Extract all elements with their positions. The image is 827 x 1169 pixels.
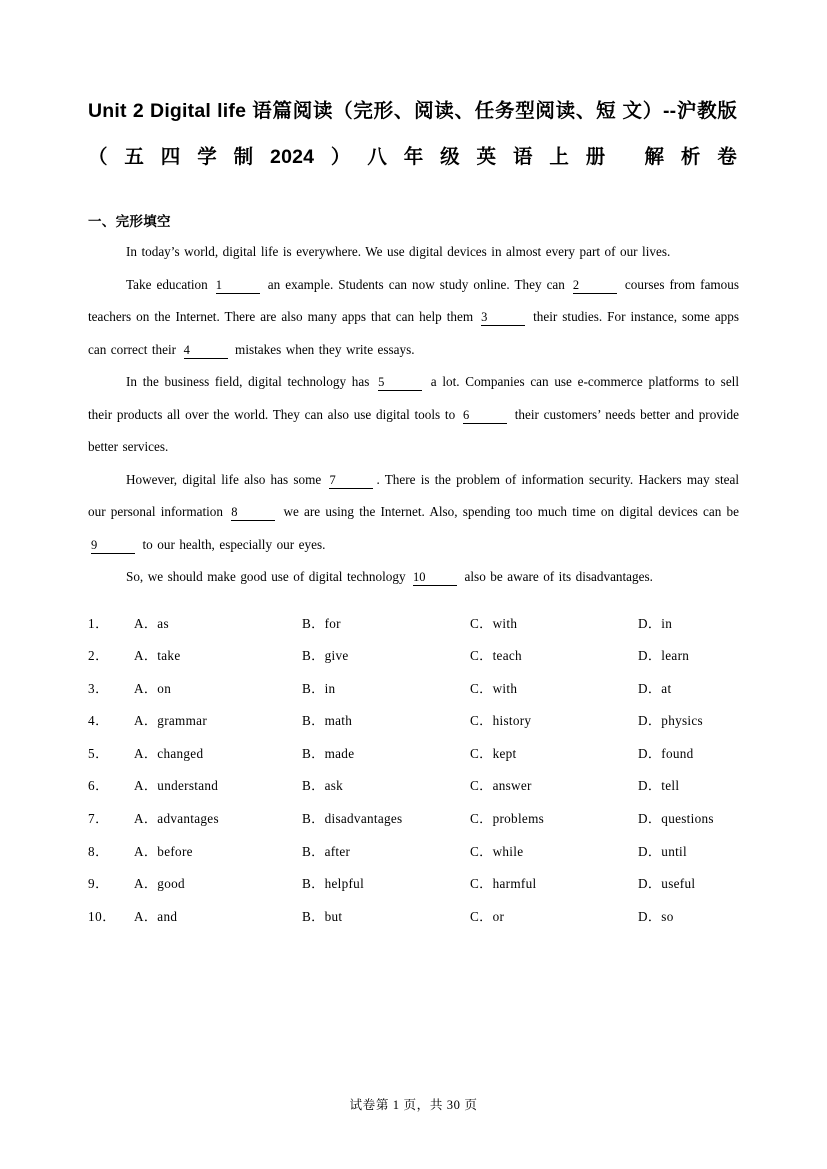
passage-text: mistakes when they write essays.	[230, 341, 415, 357]
question-option[interactable]: B．but	[302, 908, 343, 924]
question-row	[88, 640, 739, 673]
question-option[interactable]: C．with	[470, 680, 518, 696]
question-row	[88, 673, 739, 706]
question-option[interactable]: A．changed	[134, 745, 204, 761]
question-number: 6．	[88, 778, 109, 794]
question-option[interactable]: D．physics	[638, 713, 703, 729]
question-option[interactable]: C．harmful	[470, 876, 537, 892]
question-row	[88, 770, 739, 803]
question-option[interactable]: C．teach	[470, 648, 522, 664]
answer-blank-3[interactable]: 3	[481, 310, 525, 326]
passage-text: also be aware of its disadvantages.	[460, 569, 653, 584]
question-option[interactable]: B．made	[302, 745, 355, 761]
passage-paragraph	[88, 366, 739, 464]
question-number: 10．	[88, 908, 116, 924]
question-option[interactable]: C．or	[470, 908, 505, 924]
answer-blank-1[interactable]: 1	[216, 278, 260, 294]
answer-blank-5[interactable]: 5	[378, 375, 422, 391]
page-title-line-2: 文）--沪教版（五四学制2024）八年级英语上册 解析卷	[88, 100, 738, 168]
question-option[interactable]: A．grammar	[134, 713, 208, 729]
question-option[interactable]: C．with	[470, 615, 518, 631]
question-row	[88, 608, 739, 641]
question-option[interactable]: D．questions	[638, 811, 714, 827]
question-number: 1．	[88, 615, 109, 631]
passage-text: we are using the Internet. Also, spending too much time on digital devices can be	[278, 504, 740, 519]
question-row	[88, 803, 739, 836]
question-row	[88, 738, 739, 771]
question-option[interactable]: B．disadvantages	[302, 811, 403, 827]
question-option[interactable]: B．ask	[302, 778, 344, 794]
question-option[interactable]: D．until	[638, 843, 687, 859]
question-option[interactable]: D．useful	[638, 876, 696, 892]
question-option[interactable]: D．so	[638, 908, 674, 924]
question-row	[88, 868, 739, 901]
passage-text: In the business field, digital technology has	[126, 374, 376, 389]
question-row	[88, 705, 739, 738]
question-option[interactable]: B．helpful	[302, 876, 365, 892]
passage-text: their studies. For instance, some apps can correct their	[88, 309, 739, 357]
question-option[interactable]: A．before	[134, 843, 193, 859]
question-option[interactable]: B．math	[302, 713, 353, 729]
answer-blank-7[interactable]: 7	[329, 473, 373, 489]
passage-text: So, we should make good use of digital technology	[126, 569, 411, 584]
question-option[interactable]: D．at	[638, 680, 672, 696]
question-row	[88, 901, 739, 934]
question-number: 5．	[88, 745, 109, 761]
section-heading: 一、完形填空	[88, 214, 171, 229]
question-option[interactable]: B．for	[302, 615, 341, 631]
answer-blank-10[interactable]: 10	[413, 570, 457, 586]
passage-paragraph	[88, 561, 739, 594]
question-option[interactable]: A．good	[134, 876, 185, 892]
question-number: 9．	[88, 876, 109, 892]
passage-text: Take education	[126, 276, 213, 292]
question-option[interactable]: C．problems	[470, 811, 545, 827]
question-option[interactable]: C．kept	[470, 745, 517, 761]
question-option[interactable]: B．give	[302, 648, 349, 664]
question-number: 2．	[88, 648, 109, 664]
passage-text: . There is the problem of information security. Hackers may steal our personal information	[88, 471, 739, 519]
passage-paragraph	[88, 236, 739, 269]
page-title-line-1: Unit 2 Digital life 语篇阅读（完形、阅读、任务型阅读、短	[88, 100, 617, 122]
question-option[interactable]: D．found	[638, 745, 694, 761]
passage-paragraph	[88, 269, 739, 367]
answer-blank-2[interactable]: 2	[573, 278, 617, 294]
answer-blank-6[interactable]: 6	[463, 408, 507, 424]
question-number: 7．	[88, 811, 109, 827]
page-footer: 试卷第 1 页，共 30 页	[349, 1098, 478, 1112]
passage-text: courses from famous teachers on the Internet. There are also many apps that can help them	[88, 276, 739, 324]
question-option[interactable]: D．tell	[638, 778, 680, 794]
passage-text: their customers’ needs better and provide better services.	[88, 406, 739, 454]
passage-text: a lot. Companies can use e-commerce platforms to sell their products all over the world. They can also use digital tools to	[88, 374, 739, 422]
question-option[interactable]: B．in	[302, 680, 336, 696]
question-option[interactable]: D．learn	[638, 648, 690, 664]
question-row	[88, 836, 739, 869]
page-title	[88, 88, 739, 180]
question-option[interactable]: C．answer	[470, 778, 532, 794]
passage-paragraph	[88, 464, 739, 562]
question-option[interactable]: C．while	[470, 843, 524, 859]
question-number: 8．	[88, 843, 109, 859]
question-option[interactable]: A．and	[134, 908, 178, 924]
passage-text: In today’s world, digital life is everywhere. We use digital devices in almost every part of our lives.	[126, 244, 671, 259]
question-number: 3．	[88, 680, 109, 696]
question-option[interactable]: C．history	[470, 713, 532, 729]
question-option[interactable]: A．on	[134, 680, 172, 696]
answer-blank-4[interactable]: 4	[184, 343, 228, 359]
question-options-list	[88, 608, 739, 934]
question-option[interactable]: A．understand	[134, 778, 219, 794]
answer-blank-9[interactable]: 9	[91, 538, 135, 554]
question-option[interactable]: D．in	[638, 615, 673, 631]
passage-text: However, digital life also has some	[126, 471, 327, 487]
question-option[interactable]: A．take	[134, 648, 181, 664]
passage-text: an example. Students can now study online. They can	[262, 276, 570, 292]
answer-blank-8[interactable]: 8	[231, 505, 275, 521]
passage-text: to our health, especially our eyes.	[138, 536, 326, 552]
question-option[interactable]: A．as	[134, 615, 169, 631]
question-option[interactable]: A．advantages	[134, 811, 219, 827]
question-number: 4．	[88, 713, 109, 729]
question-option[interactable]: B．after	[302, 843, 351, 859]
passage-body	[88, 236, 739, 594]
